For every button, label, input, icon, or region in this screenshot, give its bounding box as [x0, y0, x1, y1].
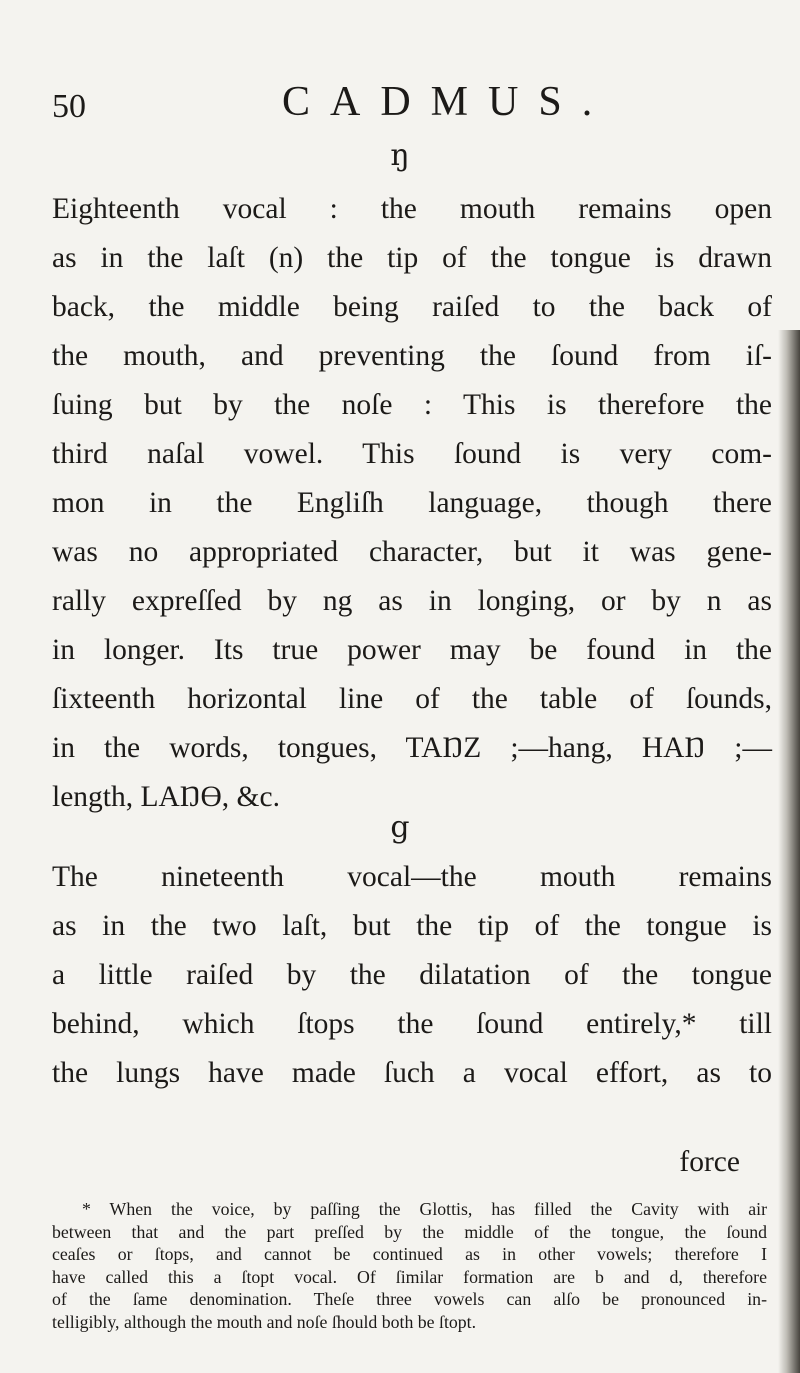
text-line: in the words, tongues, TAŊZ ;—hang, HAŊ ;— [52, 732, 772, 764]
paragraph-nineteenth-vocal [52, 853, 772, 1098]
footnote [52, 1198, 767, 1333]
page-number: 50 [52, 88, 86, 125]
text-line: as in the laſt (n) the tip of the tongue is drawn [52, 242, 772, 274]
paragraph-eighteenth-vocal [52, 185, 772, 822]
footnote-line: between that and the part preſſed by the middle of the tongue, the ſound [52, 1221, 767, 1242]
section-letter-eng: ŋ [390, 138, 410, 173]
text-line: as in the two laſt, but the tip of the tongue is [52, 910, 772, 942]
section-letter-g: g [390, 810, 410, 845]
text-line: ſixteenth horizontal line of the table of ſounds, [52, 683, 772, 715]
text-line: behind, which ſtops the ſound entirely,* till [52, 1008, 772, 1040]
text-line: in longer. Its true power may be found in the [52, 634, 772, 666]
footnote-line: of the ſame denomination. Theſe three vowels can alſo be pronounced in- [52, 1289, 767, 1309]
page-header [52, 78, 752, 128]
text-line: rally expreſſed by ng as in longing, or by n as [52, 585, 772, 617]
footnote-line: telligibly, although the mouth and noſe ſhould both be ſtopt. [52, 1311, 477, 1332]
text-line: the mouth, and preventing the ſound from iſ- [52, 340, 772, 372]
text-line: Eighteenth vocal : the mouth remains open [52, 193, 772, 225]
footnote-line: have called this a ſtopt vocal. Of ſimilar formation are b and d, therefore [52, 1266, 767, 1287]
text-line: a little raiſed by the dilatation of the tongue [52, 959, 772, 991]
text-line: The nineteenth vocal—the mouth remains [52, 861, 772, 893]
text-line: back, the middle being raiſed to the back of [52, 291, 772, 323]
running-title: CADMUS. [282, 79, 613, 125]
text-line: third naſal vowel. This ſound is very com- [52, 438, 772, 470]
footnote-line: * When the voice, by paſſing the Glottis, has filled the Cavity with air [82, 1199, 767, 1219]
text-line: ſuing but by the noſe : This is therefore the [52, 389, 772, 421]
text-line: the lungs have made ſuch a vocal effort, as to [52, 1057, 772, 1089]
text-line: was no appropriated character, but it was gene- [52, 536, 772, 568]
catchword: force [679, 1146, 740, 1178]
text-line: mon in the Engliſh language, though there [52, 487, 772, 519]
page-edge-shadow [778, 330, 800, 1373]
text-line: length, LAŊƟ, &c. [52, 781, 280, 813]
footnote-line: ceaſes or ſtops, and cannot be continued as in other vowels; therefore I [52, 1244, 767, 1264]
